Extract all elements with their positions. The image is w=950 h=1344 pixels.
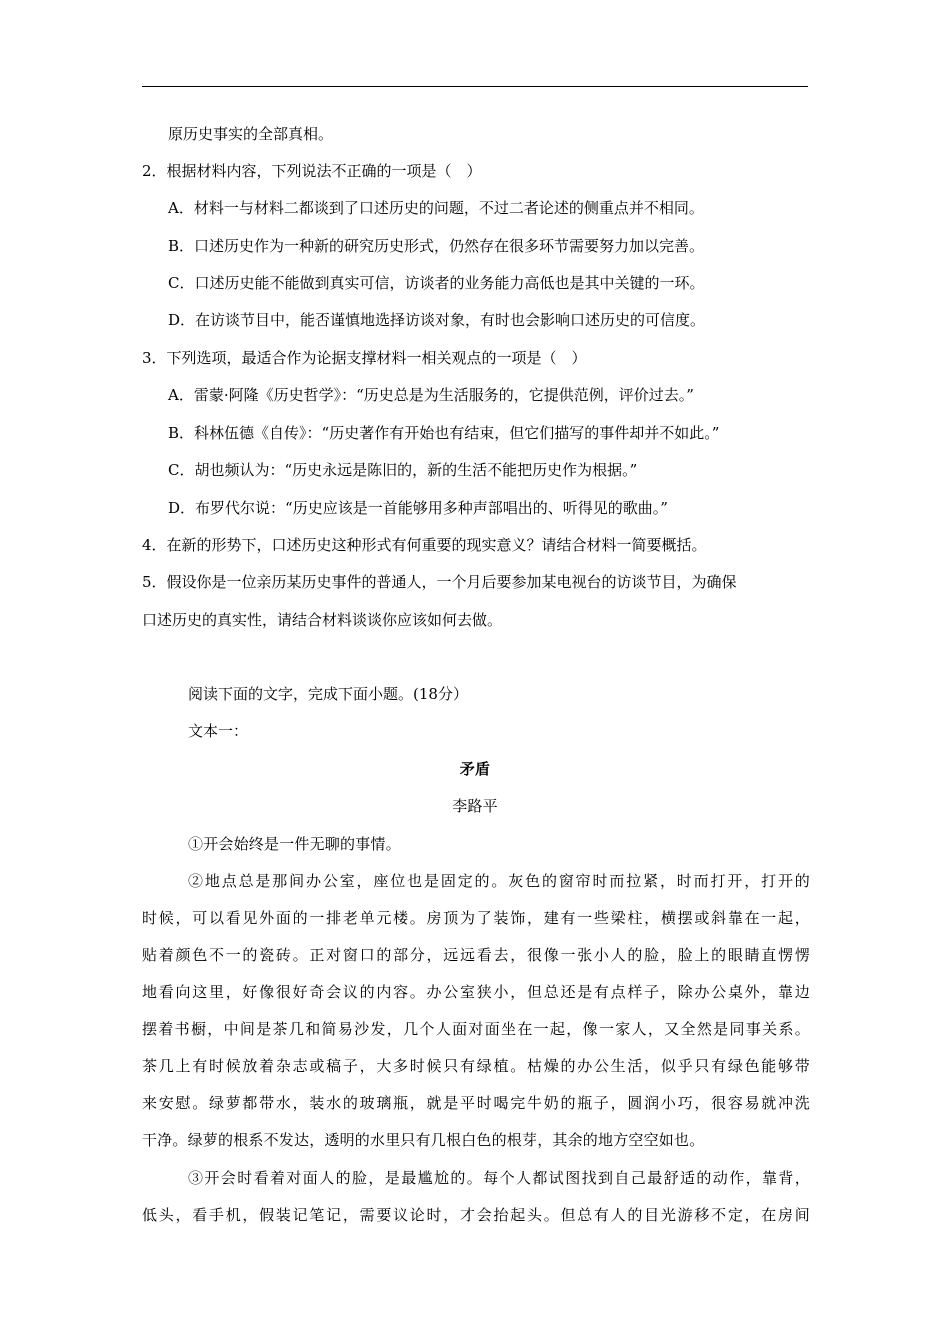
question-2-option-d: D．在访谈节目中，能否谨慎地选择访谈对象，有时也会影响口述历史的可信度。: [168, 311, 706, 329]
paragraph-2-line: 贴着颜色不一的瓷砖。正对窗口的部分，远远看去，很像一张小人的脸，脸上的眼睛直愣愣: [142, 946, 810, 964]
question-3-stem: 3．下列选项，最适合作为论据支撑材料一相关观点的一项是（ ）: [142, 349, 587, 367]
question-3-option-d: D．布罗代尔说：“历史应该是一首能够用多种声部唱出的、听得见的歌曲。”: [168, 499, 668, 517]
reading-intro: 阅读下面的文字，完成下面小题。(18分）: [188, 685, 468, 703]
question-5-line-1: 5．假设你是一位亲历某历史事件的普通人，一个月后要参加某电视台的访谈节目，为确保: [142, 573, 737, 591]
paragraph-2-line: 茶几上有时候放着杂志或稿子，大多时候只有绿植。枯燥的办公生活，似乎只有绿色能够带: [142, 1057, 810, 1075]
story-author: 李路平: [452, 797, 498, 815]
question-3-option-c: C．胡也频认为：“历史永远是陈旧的，新的生活不能把历史作为根据。”: [168, 461, 638, 479]
story-title: 矛盾: [459, 760, 491, 778]
paragraph-2-line: 地看向这里，好像很好奇会议的内容。办公室狭小，但总还是有点样子，除办公桌外，靠边: [142, 983, 810, 1001]
question-2-stem: 2．根据材料内容，下列说法不正确的一项是（ ）: [142, 162, 482, 180]
question-5-line-2: 口述历史的真实性，请结合材料谈谈你应该如何去做。: [142, 611, 503, 629]
header-rule: [142, 86, 808, 87]
text-label: 文本一：: [188, 722, 249, 740]
paragraph-2-line: 来安慰。绿萝都带水，装水的玻璃瓶，就是平时喝完牛奶的瓶子，圆润小巧，很容易就冲洗: [142, 1094, 810, 1112]
question-3-option-b: B．科林伍德《自传》：“历史著作有开始也有结束，但它们描写的事件却并不如此。”: [168, 424, 720, 442]
passage-tail: 原历史事实的全部真相。: [168, 125, 334, 143]
paragraph-2-line: 摆着书橱，中间是茶几和简易沙发，几个人面对面坐在一起，像一家人，又全然是同事关系。: [142, 1020, 810, 1038]
paragraph-3-line: ③开会时看着对面人的脸，是最尴尬的。每个人都试图找到自己最舒适的动作，靠背，: [188, 1169, 810, 1187]
question-3-option-a: A．雷蒙·阿隆《历史哲学》：“历史总是为生活服务的，它提供范例，评价过去。”: [168, 386, 694, 404]
paragraph-2-line: 时候，可以看见外面的一排老单元楼。房顶为了装饰，建有一些梁柱，横摆或斜靠在一起，: [142, 909, 810, 927]
question-4: 4．在新的形势下，口述历史这种形式有何重要的现实意义？请结合材料一简要概括。: [142, 536, 707, 554]
question-2-option-a: A．材料一与材料二都谈到了口述历史的问题，不过二者论述的侧重点并不相同。: [168, 199, 704, 217]
question-2-option-b: B．口述历史作为一种新的研究历史形式，仍然存在很多环节需要努力加以完善。: [168, 237, 705, 255]
question-2-option-c: C．口述历史能不能做到真实可信，访谈者的业务能力高低也是其中关键的一环。: [168, 274, 705, 292]
paragraph-2-line: 干净。绿萝的根系不发达，透明的水里只有几根白色的根芽，其余的地方空空如也。: [142, 1131, 705, 1149]
paragraph-3-line: 低头，看手机，假装记笔记，需要议论时，才会抬起头。但总有人的目光游移不定，在房间: [142, 1206, 810, 1224]
paragraph-2-line: ②地点总是那间办公室，座位也是固定的。灰色的窗帘时而拉紧，时而打开，打开的: [188, 872, 810, 890]
paragraph-1: ①开会始终是一件无聊的事情。: [188, 835, 401, 853]
